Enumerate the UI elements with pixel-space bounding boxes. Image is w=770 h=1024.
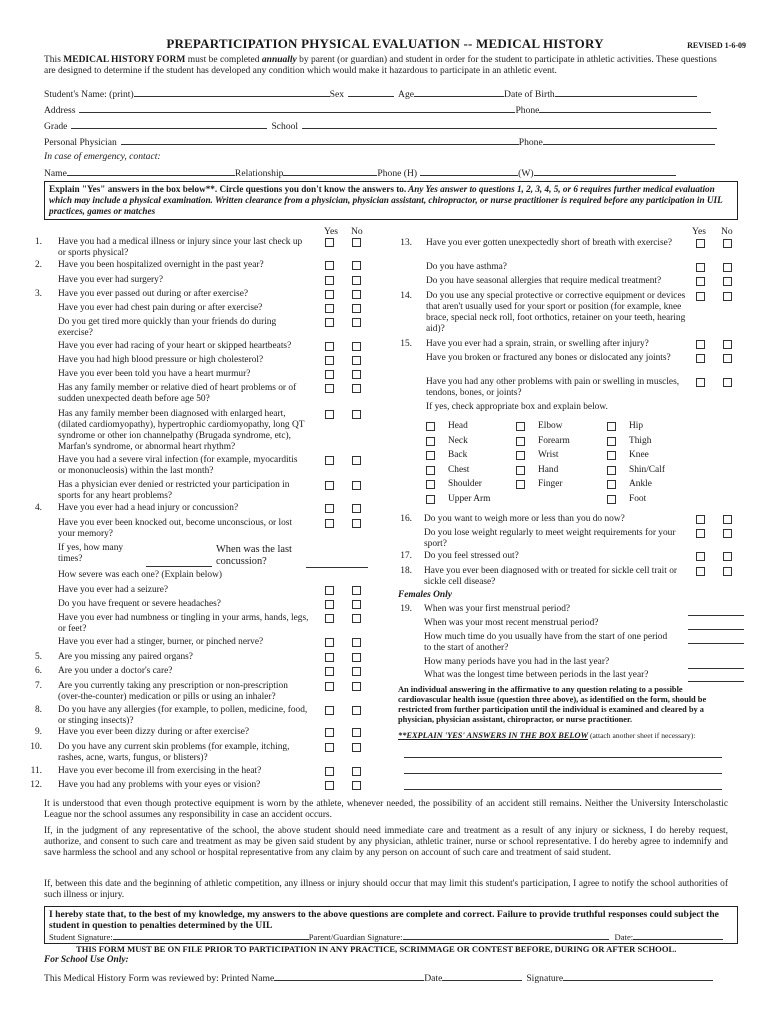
on-file-notice: THIS FORM MUST BE ON FILE PRIOR TO PARTICIPATION IN ANY PRACTICE, SCRIMMAGE OR CONTEST BEFORE, DURING OR AFTER SCHOOL.: [76, 944, 677, 954]
question-text: Have you ever had a sprain, strain, or swelling after injury?: [426, 339, 649, 349]
body-part-checkbox[interactable]: [607, 466, 616, 475]
no-checkbox[interactable]: [352, 456, 361, 465]
question-text: Do you get tired more quickly than your friends do during exercise?: [58, 317, 277, 339]
body-part-label: Thigh: [629, 435, 652, 446]
no-checkbox[interactable]: [723, 354, 732, 363]
question-text: Have you ever had a stinger, burner, or pinched nerve?: [58, 637, 264, 647]
question-text: Do you have any current skin problems (for example, itching, rashes, acne, warts, fungus, or blisters)?: [58, 742, 290, 764]
dob-field[interactable]: [555, 87, 697, 97]
explain-rest: Any Yes answer to questions 1, 2, 3, 4, 5, or 6 requires further medical evaluation which may include a physical examination. Written clearance from a physician, physician assistant, chiropractor, or nurse practitioner is required before any participation in UIL practices, games or matches: [49, 184, 723, 216]
question-text: Do you want to weigh more or less than you do now?: [424, 514, 625, 524]
question-text: Have you ever had racing of your heart or skipped heartbeats?: [58, 341, 292, 351]
no-checkbox[interactable]: [352, 370, 361, 379]
body-part-label: Foot: [629, 494, 647, 504]
explain-line-3[interactable]: [404, 789, 722, 790]
question-text: Have you had any other problems with pain or swelling in muscles, tendons, bones, or joints?: [426, 377, 680, 399]
body-part-checkbox[interactable]: [516, 437, 525, 446]
body-part-label: Finger: [538, 479, 563, 490]
physician-label: Personal Physician: [44, 137, 117, 148]
question-text: Have you ever gotten unexpectedly short of breath with exercise?: [426, 238, 672, 248]
yes-checkbox[interactable]: [325, 767, 334, 776]
yes-checkbox[interactable]: [325, 519, 334, 528]
emergency-name-field[interactable]: [67, 166, 235, 176]
no-checkbox[interactable]: [723, 378, 732, 387]
question-text: Have you had a medical illness or injury since your last check up or sports physical?: [58, 237, 303, 259]
explain-instructions-box: [44, 181, 738, 220]
yes-checkbox[interactable]: [696, 567, 705, 576]
emergency-row: [44, 166, 676, 179]
dob-label: Date of Birth: [504, 89, 555, 100]
body-part-label: Neck: [448, 435, 468, 446]
question-text: Do you have any allergies (for example, to pollen, medicine, food, or stinging insects)?: [58, 705, 308, 727]
student-info-row: [44, 87, 697, 100]
body-part-label: Upper Arm: [448, 494, 491, 504]
date-label: Date:: [614, 932, 634, 942]
yes-checkbox[interactable]: [325, 410, 334, 419]
question-text: Have you ever had numbness or tingling in your arms, hands, legs, or feet?: [58, 613, 309, 635]
notify-paragraph: If, between this date and the beginning of athletic competition, any illness or injury should occur that may limit this student's participation, I agree to notify the school authorities of such illness or injury.: [44, 879, 728, 901]
yes-checkbox[interactable]: [325, 276, 334, 285]
phone-h-field[interactable]: [420, 166, 518, 176]
revised-date: REVISED 1-6-09: [687, 41, 746, 50]
body-part-label: Back: [448, 450, 468, 461]
question-text: How many periods have you had in the last year?: [424, 657, 610, 667]
form-title: PREPARTICIPATION PHYSICAL EVALUATION -- MEDICAL HISTORY: [166, 36, 604, 51]
liability-paragraph: It is understood that even though protective equipment is worn by the athlete, whenever needed, the possibility of an accident still remains. Neither the University Interscholastic League nor the school assumes any responsibility in case an accident occurs.: [44, 799, 728, 821]
phone2-label: Phone: [518, 137, 543, 148]
no-checkbox[interactable]: [352, 600, 361, 609]
question-text: Has a physician ever denied or restricted your participation in sports for any heart problems?: [58, 480, 290, 502]
no-checkbox[interactable]: [723, 263, 732, 272]
question-text: Are you under a doctor's care?: [58, 666, 173, 676]
question-text: Have you ever had a seizure?: [58, 585, 169, 595]
name-label: Name: [44, 168, 67, 179]
yes-checkbox[interactable]: [325, 667, 334, 676]
yes-checkbox[interactable]: [696, 292, 705, 301]
question-text: When was your most recent menstrual period?: [424, 618, 599, 628]
age-label: Age: [398, 89, 415, 100]
question-text: Have you ever become ill from exercising in the heat?: [58, 766, 262, 776]
no-checkbox[interactable]: [352, 304, 361, 313]
question-text: How much time do you usually have from the start of one period to the start of another?: [424, 632, 668, 654]
question-number: 19.: [400, 604, 412, 614]
yes-checkbox[interactable]: [696, 277, 705, 286]
no-checkbox[interactable]: [723, 277, 732, 286]
yes-checkbox[interactable]: [325, 238, 334, 247]
body-part-label: Shoulder: [448, 479, 482, 490]
address-field[interactable]: [79, 103, 515, 113]
phone-field[interactable]: [539, 103, 711, 113]
phone-h-label: Phone (H): [377, 168, 418, 179]
question-number: 5.: [34, 652, 42, 662]
no-header-left: No: [351, 226, 363, 237]
yes-checkbox[interactable]: [325, 318, 334, 327]
yes-checkbox[interactable]: [325, 370, 334, 379]
body-part-label: Wrist: [538, 450, 559, 461]
body-part-checkbox[interactable]: [607, 495, 616, 504]
yes-header-left: Yes: [324, 226, 338, 237]
reviewed-by-label: This Medical History Form was reviewed by: Printed Name: [44, 973, 275, 984]
question-text: Do you feel stressed out?: [424, 551, 519, 561]
body-part-label: Elbow: [538, 421, 563, 431]
no-checkbox[interactable]: [723, 529, 732, 538]
review-date-field[interactable]: [442, 971, 522, 981]
body-part-checkbox[interactable]: [516, 480, 525, 489]
no-checkbox[interactable]: [352, 767, 361, 776]
intro-annually: annually: [261, 55, 297, 65]
no-checkbox[interactable]: [352, 667, 361, 676]
no-checkbox[interactable]: [352, 481, 361, 490]
question-number: 2.: [34, 260, 42, 270]
physician-field[interactable]: [121, 135, 519, 145]
no-checkbox[interactable]: [723, 239, 732, 248]
body-part-label: Hand: [538, 464, 559, 475]
question-number: 17.: [400, 551, 412, 561]
student-name-label: Student's Name: (print): [44, 89, 134, 100]
yes-checkbox[interactable]: [696, 515, 705, 524]
yes-checkbox[interactable]: [696, 340, 705, 349]
yes-checkbox[interactable]: [696, 239, 705, 248]
body-part-checkbox[interactable]: [426, 480, 435, 489]
yes-checkbox[interactable]: [325, 743, 334, 752]
question-text: Have you ever passed out during or after exercise?: [58, 289, 249, 299]
body-part-label: Shin/Calf: [629, 464, 665, 475]
no-header-right: No: [721, 226, 733, 237]
w-label: (W): [518, 168, 534, 179]
no-checkbox[interactable]: [723, 552, 732, 561]
body-part-checkbox[interactable]: [426, 466, 435, 475]
body-part-label: Hip: [629, 421, 644, 431]
yes-checkbox[interactable]: [325, 600, 334, 609]
no-checkbox[interactable]: [352, 342, 361, 351]
body-part-checkbox[interactable]: [607, 451, 616, 460]
explain-yes-note: (attach another sheet if necessary):: [588, 731, 696, 740]
school-use-heading: For School Use Only:: [44, 955, 129, 965]
student-signature-label: Student Signature:: [49, 932, 113, 942]
question-text: Do you have seasonal allergies that require medical treatment?: [426, 276, 662, 286]
question-number: 7.: [34, 681, 42, 691]
body-part-checkbox[interactable]: [426, 422, 435, 431]
yes-checkbox[interactable]: [325, 682, 334, 691]
question-text: Has any family member been diagnosed with enlarged heart, (dilated cardiomyopathy), hypertrophic cardiomyopathy, long QT syndrome or other ion channelpathy (Brugada syndrome, etc), Marfan's syndrome, or abnormal heart rhythm?: [58, 409, 305, 453]
question-text: Have you ever been told you have a heart murmur?: [58, 369, 251, 379]
answer-line[interactable]: [688, 668, 744, 669]
grade-label: Grade: [44, 121, 68, 132]
statement-text: I hereby state that, to the best of my knowledge, my answers to the above questions are complete and correct. Failure to provide truthful responses could subject the student in question to penalties determined by the UIL: [49, 909, 719, 932]
no-checkbox[interactable]: [352, 781, 361, 790]
relationship-field[interactable]: [283, 166, 377, 176]
question-number: 12.: [30, 780, 42, 790]
question-text: Are you currently taking any prescription or non-prescription (over-the-counter) medication or pills or using an inhaler?: [58, 681, 288, 703]
question-text: Have you ever been knocked out, become unconscious, or lost your memory?: [58, 518, 293, 540]
question-text: Have you ever had chest pain during or after exercise?: [58, 303, 263, 313]
yes-checkbox[interactable]: [696, 552, 705, 561]
question-text: Have you had any problems with your eyes or vision?: [58, 780, 261, 790]
no-checkbox[interactable]: [352, 318, 361, 327]
explain-line-1[interactable]: [404, 757, 722, 758]
explain-yes-title: **EXPLAIN 'YES' ANSWERS IN THE BOX BELOW: [398, 731, 589, 740]
yes-checkbox[interactable]: [696, 263, 705, 272]
address-row: [44, 103, 711, 116]
no-checkbox[interactable]: [352, 238, 361, 247]
question-text: Have you ever had surgery?: [58, 275, 163, 285]
intro-form-name: MEDICAL HISTORY FORM: [63, 55, 186, 65]
yes-checkbox[interactable]: [325, 638, 334, 647]
no-checkbox[interactable]: [352, 682, 361, 691]
question-number: 6.: [34, 666, 42, 676]
no-checkbox[interactable]: [352, 356, 361, 365]
body-part-label: Forearm: [538, 435, 570, 446]
question-text: Have you been hospitalized overnight in the past year?: [58, 260, 264, 270]
question-text: If yes, check appropriate box and explain below.: [426, 402, 608, 412]
question-number: 3.: [34, 289, 42, 299]
question-text: Have you ever been dizzy during or after exercise?: [58, 727, 250, 737]
question-text: Has any family member or relative died of heart problems or of sudden unexpected death before age 50?: [58, 383, 297, 405]
body-part-checkbox[interactable]: [426, 437, 435, 446]
body-part-label: Knee: [629, 450, 649, 461]
body-part-checkbox[interactable]: [426, 495, 435, 504]
yes-header-right: Yes: [692, 226, 706, 237]
phone-w-field[interactable]: [534, 166, 676, 176]
yes-checkbox[interactable]: [325, 653, 334, 662]
yes-checkbox[interactable]: [325, 728, 334, 737]
intro-paragraph: [44, 55, 730, 77]
yes-checkbox[interactable]: [325, 481, 334, 490]
emergency-label: In case of emergency, contact:: [44, 151, 161, 162]
age-field[interactable]: [414, 87, 504, 97]
no-checkbox[interactable]: [352, 384, 361, 393]
body-part-label: Chest: [448, 464, 470, 475]
question-text: Have you had a severe viral infection (for example, myocarditis or mononucleosis) within the last month?: [58, 455, 298, 477]
yes-checkbox[interactable]: [325, 384, 334, 393]
explain-lead: Explain "Yes" answers in the box below**. Circle questions you don't know the answers to.: [49, 184, 407, 194]
question-text: Have you ever had a head injury or concussion?: [58, 503, 239, 513]
reviewer-name-field[interactable]: [274, 971, 424, 981]
review-signature-field[interactable]: [563, 971, 713, 981]
school-label: School: [271, 121, 299, 132]
no-checkbox[interactable]: [352, 290, 361, 299]
question-text: How severe was each one? (Explain below): [58, 570, 222, 580]
yes-checkbox[interactable]: [325, 261, 334, 270]
yes-checkbox[interactable]: [325, 504, 334, 513]
physician-row: [44, 135, 715, 148]
question-number: 13.: [400, 238, 412, 248]
question-number: 4.: [34, 503, 42, 513]
parent-signature-field[interactable]: [403, 931, 609, 940]
last-concussion-label: When was the last concussion?: [216, 544, 292, 568]
no-checkbox[interactable]: [352, 638, 361, 647]
no-checkbox[interactable]: [352, 728, 361, 737]
no-checkbox[interactable]: [352, 706, 361, 715]
body-part-checkbox[interactable]: [516, 451, 525, 460]
sex-label: Sex: [329, 89, 345, 100]
question-text: If yes, how many times?: [58, 543, 124, 565]
body-part-checkbox[interactable]: [516, 466, 525, 475]
intro-text-1: This: [44, 55, 64, 65]
answer-line[interactable]: [688, 681, 744, 682]
student-name-field[interactable]: [134, 87, 330, 97]
yes-checkbox[interactable]: [325, 304, 334, 313]
no-checkbox[interactable]: [352, 276, 361, 285]
signature-date-field[interactable]: [633, 931, 723, 940]
no-checkbox[interactable]: [352, 614, 361, 623]
explain-line-2[interactable]: [404, 773, 722, 774]
question-text: Do you have frequent or severe headaches?: [58, 599, 221, 609]
body-part-label: Ankle: [629, 479, 652, 490]
yes-checkbox[interactable]: [325, 706, 334, 715]
no-checkbox[interactable]: [723, 340, 732, 349]
review-signature-label: Signature: [526, 973, 564, 984]
body-part-checkbox[interactable]: [607, 437, 616, 446]
body-part-checkbox[interactable]: [426, 451, 435, 460]
yes-checkbox[interactable]: [696, 378, 705, 387]
yes-checkbox[interactable]: [696, 354, 705, 363]
parent-signature-label: Parent/Guardian Signature:: [308, 932, 403, 942]
yes-checkbox[interactable]: [325, 342, 334, 351]
question-text: Are you missing any paired organs?: [58, 652, 193, 662]
no-checkbox[interactable]: [723, 567, 732, 576]
intro-text-3: by parent (or guardian) and student in order for the student to participate in athletic activities. These questions are designed to determine if the student has developed any condition which would make it hazardous to participate in an athletic event.: [44, 55, 717, 77]
question-text: Have you ever been diagnosed with or treated for sickle cell trait or sickle cell disease?: [424, 566, 678, 588]
cardio-note: An individual answering in the affirmative to any question relating to a possible cardiovascular health issue (question three above), as identified on the form, should be restricted from further participation until the individual is examined and cleared by a physician, physician assistant, chiropractor, or nurse practitioner.: [398, 685, 707, 725]
question-text: When was your first menstrual period?: [424, 604, 571, 614]
no-checkbox[interactable]: [352, 261, 361, 270]
yes-checkbox[interactable]: [696, 529, 705, 538]
intro-text-2: must be completed: [185, 55, 262, 65]
answer-line[interactable]: [688, 615, 744, 616]
review-row: [44, 971, 713, 984]
relationship-label: Relationship: [234, 168, 284, 179]
question-text: Do you use any special protective or corrective equipment or devices that aren't usually used for your sport or position (for example, knee brace, special neck roll, foot orthotics, retainer on your teeth, hearing aid)?: [426, 291, 686, 335]
body-part-checkbox[interactable]: [607, 480, 616, 489]
consent-paragraph: If, in the judgment of any representative of the school, the above student should need immediate care and treatment as a result of any injury or sickness, I do hereby request, authorize, and consent to such care and treatment as may be given said student by any physician, athletic trainer, nurse or school representative. I do hereby agree to indemnify and save harmless the school and any school or hospital representative from any claim by any person on account of such care and treatment of said student.: [44, 826, 728, 859]
review-date-label: Date: [424, 973, 443, 984]
no-checkbox[interactable]: [352, 519, 361, 528]
yes-checkbox[interactable]: [325, 356, 334, 365]
concussion-date-field[interactable]: [306, 567, 368, 568]
question-text: Have you had high blood pressure or high cholesterol?: [58, 355, 264, 365]
no-checkbox[interactable]: [723, 292, 732, 301]
grade-field[interactable]: [71, 119, 267, 129]
question-number: 1.: [34, 237, 42, 247]
address-label: Address: [44, 105, 76, 116]
question-number: 11.: [30, 766, 42, 776]
yes-checkbox[interactable]: [325, 586, 334, 595]
question-number: 9.: [34, 727, 42, 737]
no-checkbox[interactable]: [723, 515, 732, 524]
explain-yes-heading: [398, 731, 728, 741]
question-number: 14.: [400, 291, 412, 301]
signature-row: [49, 931, 725, 942]
no-checkbox[interactable]: [352, 504, 361, 513]
times-count-field[interactable]: [146, 566, 212, 567]
school-field[interactable]: [302, 119, 717, 129]
answer-line[interactable]: [688, 643, 744, 644]
body-part-label: Head: [448, 421, 468, 431]
females-only-heading: Females Only: [398, 590, 452, 600]
student-signature-field[interactable]: [113, 931, 309, 940]
body-part-checkbox[interactable]: [516, 422, 525, 431]
question-number: 15.: [400, 339, 412, 349]
grade-row: [44, 119, 717, 132]
no-checkbox[interactable]: [352, 653, 361, 662]
question-text: Do you have asthma?: [426, 262, 507, 272]
yes-checkbox[interactable]: [325, 614, 334, 623]
sex-field[interactable]: [348, 87, 394, 97]
question-text: What was the longest time between periods in the last year?: [424, 670, 649, 680]
answer-line[interactable]: [688, 629, 744, 630]
phone-label: Phone: [515, 105, 540, 116]
question-text: Do you lose weight regularly to meet weight requirements for your sport?: [424, 528, 676, 550]
no-checkbox[interactable]: [352, 410, 361, 419]
question-number: 8.: [34, 705, 42, 715]
yes-checkbox[interactable]: [325, 290, 334, 299]
no-checkbox[interactable]: [352, 586, 361, 595]
question-text: Have you broken or fractured any bones or dislocated any joints?: [426, 353, 671, 363]
phone2-field[interactable]: [543, 135, 715, 145]
no-checkbox[interactable]: [352, 743, 361, 752]
body-part-checkbox[interactable]: [607, 422, 616, 431]
truthfulness-statement: [44, 906, 738, 944]
question-number: 10.: [30, 742, 42, 752]
question-number: 16.: [400, 514, 412, 524]
yes-checkbox[interactable]: [325, 781, 334, 790]
yes-checkbox[interactable]: [325, 456, 334, 465]
question-number: 18.: [400, 566, 412, 576]
